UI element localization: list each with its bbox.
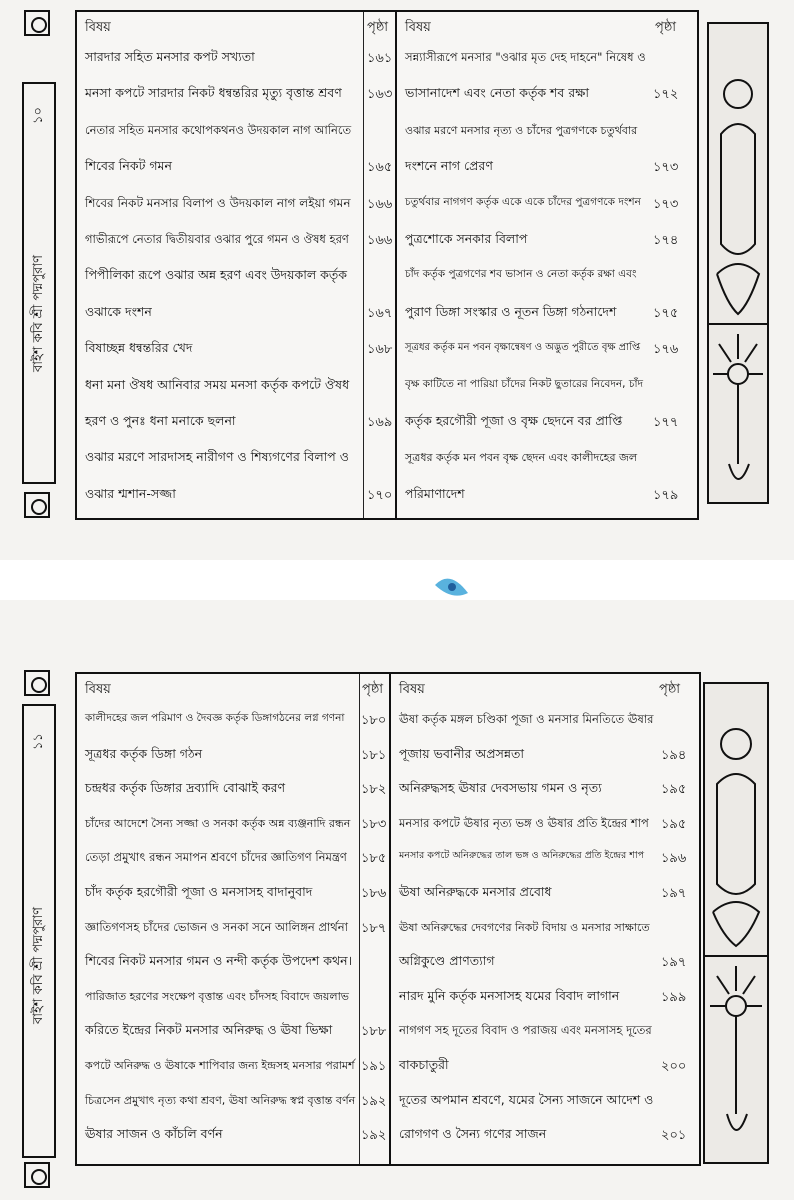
column-header-page: পৃষ্ঠা (655, 20, 677, 35)
toc-entry (77, 226, 395, 254)
toc-entry-title: নারদ মুনি কর্তৃক মনসাসহ যমের বিবাদ লাগান (399, 987, 620, 1003)
toc-entry-page: ১৭৬ (653, 342, 679, 358)
toc-entry-page: ১৮৫ (361, 851, 387, 867)
toc-entry (391, 1052, 699, 1080)
toc-entry-title: ঊষা অনিরুদ্ধের দেবগণের নিকট বিদায় ও মনসার সাক্ষাতে (399, 920, 650, 934)
toc-entry-page: ১৬৯ (367, 415, 393, 430)
toc-entry-title: জ্ঞাতিগণসহ চাঁদের ভোজন ও সনকা সনে আলিঙ্গন প্রার্থনা (85, 919, 348, 934)
toc-entry (77, 844, 389, 872)
bottom-book-page (0, 600, 794, 1200)
column-header-page: পৃষ্ঠা (362, 682, 384, 697)
toc-entry (77, 335, 395, 363)
toc-entry-title: নেতার সহিত মনসার কথোপকথনও উদয়কাল নাগ আনিতে (85, 122, 352, 137)
toc-entry (397, 226, 697, 254)
toc-entry (391, 914, 699, 942)
toc-entry-title: দংশনে নাগ প্রেরণ (405, 158, 493, 174)
toc-entry (77, 80, 395, 108)
goddess-illustration (703, 682, 769, 1164)
toc-entry-title: অনিরুদ্ধসহ ঊষার দেবসভায় গমন ও নৃত্য (399, 780, 602, 796)
toc-entry-page: ১৬৮ (367, 342, 393, 358)
toc-entry-page: ১৯৪ (661, 747, 687, 763)
toc-entry-page: ১৯৫ (661, 816, 687, 832)
toc-entry (77, 481, 395, 509)
toc-entry (391, 706, 699, 734)
toc-entry-title: গাভীরূপে নেতার দ্বিতীয়বার ওঝার পুরে গমন ও ঔষধ হরণ (85, 232, 349, 246)
column-header-subject: বিষয় (85, 682, 111, 697)
toc-entry-title: তেড়া প্রমুখাৎ রন্ধন সমাপন শ্রবণে চাঁদের জ্ঞাতিগণ নিমন্ত্রণ (85, 850, 347, 865)
toc-entry (391, 1121, 699, 1149)
toc-entry-page: ১৯৯ (661, 989, 687, 1005)
column-header-page: পৃষ্ঠা (659, 682, 681, 697)
column-header-subject: বিষয় (85, 20, 111, 35)
toc-entry (77, 1087, 389, 1115)
toc-entry-title: বৃক্ষ কাটিতে না পারিয়া চাঁদের নিকট ছুতারের নিবেদন, চাঁদ (405, 377, 644, 390)
toc-entry (77, 879, 389, 907)
toc-entry-title: করিতে ইন্দ্রের নিকট মনসার অনিরুদ্ধ ও ঊষা ভিক্ষা (85, 1022, 333, 1038)
toc-entry-page: ১৯৭ (661, 886, 687, 901)
toc-entry-title: শিবের নিকট মনসার বিলাপ ও উদয়কাল নাগ লইয়া গমন (85, 195, 351, 210)
toc-entry-page: ১৭৩ (653, 196, 679, 212)
toc-entry-title: পূজায় ভবানীর অপ্রসন্নতা (399, 745, 524, 761)
toc-entry-title: ভাসানাদেশ এবং নেতা কর্তৃক শব রক্ষা (405, 85, 589, 101)
toc-entry (391, 844, 699, 872)
toc-entry-page: ১৮৮ (361, 1024, 387, 1040)
toc-entry-page: ১৬৭ (367, 305, 393, 321)
toc-entry-title: ঊষার সাজন ও কাঁচলি বর্ণন (85, 1126, 223, 1142)
contents-column-right (391, 674, 699, 1164)
toc-entry (397, 117, 697, 145)
column-header-subject: বিষয় (399, 682, 425, 697)
toc-entry (397, 444, 697, 472)
toc-entry-title: বাকচাতুরী (399, 1057, 449, 1072)
toc-entry-page: ১৬৬ (367, 196, 393, 212)
toc-entry-page: ১৭৯ (653, 487, 679, 503)
toc-entry (391, 1087, 699, 1115)
column-header-page: পৃষ্ঠা (367, 20, 389, 35)
page-number: ১১ (30, 732, 46, 750)
contents-table (75, 10, 699, 520)
toc-entry-title: ঊষা কর্তৃক মঙ্গল চণ্ডিকা পূজা ও মনসার মিনতিতে ঊষার (399, 712, 654, 726)
toc-entry-page: ১৬৬ (367, 233, 393, 248)
toc-entry-title: শিবের নিকট গমন (85, 158, 172, 174)
toc-entry-page: ১৯২ (361, 1128, 387, 1144)
toc-entry (77, 1052, 389, 1080)
toc-entry-page: ১৮৬ (361, 886, 387, 901)
toc-entry-title: চাঁদের আদেশে সৈন্য সজ্জা ও সনকা কর্তৃক অন্ন ব্যঞ্জনাদি রন্ধন (85, 816, 351, 830)
toc-entry (77, 706, 389, 734)
toc-entry-title: সূত্রধর কর্তৃক মন পবন বৃক্ষ ছেদন এবং কালীদহের জল (405, 451, 638, 465)
toc-entry (77, 153, 395, 181)
toc-entry (77, 190, 395, 218)
toc-entry (391, 741, 699, 769)
toc-entry (397, 153, 697, 181)
toc-entry (391, 983, 699, 1011)
toc-entry (397, 335, 697, 363)
toc-entry (391, 810, 699, 838)
toc-entry (397, 190, 697, 218)
corner-ornament-icon (24, 10, 50, 36)
toc-entry-title: মনসা কপটে সারদার নিকট ধন্বন্তরির মৃত্যু বৃত্তান্ত শ্রবণ (85, 85, 342, 101)
toc-entry-page: ১৯২ (361, 1093, 387, 1109)
toc-entry-title: চাঁদ কর্তৃক হরগৌরী পূজা ও মনসাসহ বাদানুবাদ (85, 884, 313, 899)
toc-entry (77, 117, 395, 145)
toc-entry-page: ১৮২ (361, 782, 387, 798)
toc-entry-title: পরিমাণাদেশ (405, 485, 465, 501)
contents-column-left (77, 12, 395, 518)
top-book-page (0, 0, 794, 560)
toc-entry (397, 481, 697, 509)
toc-entry (397, 44, 697, 72)
toc-entry (77, 741, 389, 769)
corner-ornament-icon (24, 670, 50, 696)
toc-entry-page: ১৭৭ (653, 415, 679, 430)
toc-entry-title: ওঝার শ্মশান-সজ্জা (85, 485, 176, 501)
toc-entry (397, 262, 697, 290)
toc-entry (397, 372, 697, 400)
toc-entry-page: ১৭৪ (653, 233, 679, 248)
toc-entry (77, 299, 395, 327)
toc-entry (391, 775, 699, 803)
side-title-strip (22, 704, 56, 1158)
toc-entry-title: ওঝাকে দংশন (85, 303, 152, 319)
toc-entry-title: চাঁদ কর্তৃক পুত্রগণের শব ভাসান ও নেতা কর্তৃক রক্ষা এবং (405, 268, 637, 281)
contents-column-right (397, 12, 697, 518)
toc-entry-page: ১৭২ (653, 87, 679, 103)
toc-entry (77, 262, 395, 290)
toc-entry-title: কালীদহের জল পরিমাণ ও দৈবজ্ঞ কর্তৃক ডিঙ্গাগঠনের লগ্ন গণনা (85, 712, 345, 724)
toc-entry-page: ১৯৭ (661, 955, 687, 971)
toc-entry (397, 80, 697, 108)
toc-entry-page: ১৬১ (367, 51, 393, 66)
corner-ornament-icon (24, 492, 50, 518)
toc-entry (77, 372, 395, 400)
toc-entry-title: ঊষা অনিরুদ্ধকে মনসার প্রবোধ (399, 884, 552, 899)
toc-entry (77, 983, 389, 1011)
book-title: বাইশ কবি শ্রী পদ্মপুরাণ (30, 254, 46, 372)
contents-table (75, 672, 701, 1166)
toc-entry (77, 948, 389, 976)
goddess-illustration (707, 22, 769, 504)
toc-entry (77, 914, 389, 942)
toc-entry-title: ওঝার মরণে সারদাসহ নারীগণ ও শিষ্যগণের বিলাপ ও (85, 449, 349, 465)
toc-entry-title: পিপীলিকা রূপে ওঝার অন্ন হরণ এবং উদয়কাল কর্তৃক (85, 267, 347, 283)
page-number: ১০ (30, 106, 46, 124)
toc-entry-title: চিত্রসেন প্রমুখাৎ নৃত্য কথা শ্রবণ, ঊষা অনিরুদ্ধ স্বপ্ন বৃত্তান্ত বর্ণন (85, 1093, 356, 1107)
toc-entry (77, 1017, 389, 1045)
toc-entry-title: সূত্রধর কর্তৃক ডিঙ্গা গঠন (85, 745, 203, 761)
toc-entry (77, 444, 395, 472)
toc-entry-title: ধনা মনা ঔষধ আনিবার সময় মনসা কর্তৃক কপটে ঔষধ (85, 376, 350, 392)
column-header-subject: বিষয় (405, 20, 431, 35)
toc-entry (77, 44, 395, 72)
toc-entry-title: চতুর্থবার নাগগণ কর্তৃক একে একে চাঁদের পুত্রগণকে দংশন (405, 195, 641, 208)
side-title-strip (22, 82, 56, 484)
toc-entry (391, 1017, 699, 1045)
toc-entry-page: ১৮১ (361, 747, 387, 763)
toc-entry-title: বিষাচ্ছন্ন ধন্বন্তরির খেদ (85, 340, 193, 356)
toc-entry-title: নাগগণ সহ দূতের বিবাদ ও পরাজয় এবং মনসাসহ দূতের (399, 1023, 652, 1038)
toc-entry (391, 948, 699, 976)
toc-entry-page: ২০১ (661, 1128, 687, 1144)
toc-entry-title: ওঝার মরণে মনসার নৃত্য ও চাঁদের পুত্রগণকে চতুর্থবার (405, 123, 638, 137)
toc-entry-title: কপটে অনিরুদ্ধ ও ঊষাকে শাপিবার জন্য ইন্দ্রসহ মনসার পরামর্শ (85, 1059, 355, 1072)
toc-entry (77, 408, 395, 436)
toc-entry (397, 408, 697, 436)
toc-entry-title: সন্ন্যাসীরূপে মনসার "ওঝার মৃত দেহ দাহনে" নিষেধ ও (405, 50, 646, 64)
toc-entry (391, 879, 699, 907)
toc-entry-title: পুত্রশোকে সনকার বিলাপ (405, 231, 528, 246)
toc-entry-page: ১৮৭ (361, 920, 387, 936)
toc-entry-title: সূত্রধর কর্তৃক মন পবন বৃক্ষান্বেষণ ও অদ্ভুত পুরীতে বৃক্ষ প্রাপ্তি (405, 342, 641, 354)
toc-entry-title: অগ্নিকুণ্ডে প্রাণত্যাগ (399, 953, 495, 969)
toc-entry (77, 810, 389, 838)
contents-column-left (77, 674, 389, 1164)
toc-entry (77, 775, 389, 803)
toc-entry-page: ১৯৫ (661, 782, 687, 798)
toc-entry (77, 1121, 389, 1149)
toc-entry-title: মনসার কপটে ঊষার নৃত্য ভঙ্গ ও ঊষার প্রতি ইন্দ্রের শাপ (399, 815, 649, 830)
toc-entry-title: রোগগণ ও সৈন্য গণের সাজন (399, 1126, 547, 1142)
toc-entry-page: ১৮০ (361, 713, 387, 728)
toc-entry-title: হরণ ও পুনঃ ধনা মনাকে ছলনা (85, 413, 236, 428)
toc-entry-page: ১৭৫ (653, 305, 679, 321)
toc-entry-page: ১৭৩ (653, 160, 679, 176)
toc-entry (397, 299, 697, 327)
toc-entry-page: ২০০ (661, 1059, 687, 1074)
toc-entry-title: শিবের নিকট মনসার গমন ও নন্দী কর্তৃক উপদেশ কথন। (85, 953, 353, 969)
toc-entry-title: সারদার সহিত মনসার কপট সখ্যতা (85, 49, 255, 64)
toc-entry-title: পুরাণ ডিঙ্গা সংস্কার ও নূতন ডিঙ্গা গঠনাদেশ (405, 303, 617, 319)
toc-entry-title: দূতের অপমান শ্রবণে, যমের সৈন্য সাজনে আদেশ ও (399, 1091, 654, 1107)
toc-entry-title: চন্দ্রধর কর্তৃক ডিঙ্গার দ্রব্যাদি বোঝাই করণ (85, 780, 286, 796)
toc-entry-title: পারিজাত হরণের সংক্ষেপ বৃত্তান্ত এবং চাঁদসহ বিবাদে জয়লাভ (85, 989, 349, 1003)
corner-ornament-icon (24, 1162, 50, 1188)
toc-entry-page: ১৭০ (367, 487, 393, 503)
toc-entry-page: ১৬৩ (367, 87, 393, 103)
toc-entry-title: কর্তৃক হরগৌরী পূজা ও বৃক্ষ ছেদনে বর প্রাপ্তি (405, 413, 623, 428)
book-title: বাইশ কবি শ্রী পদ্মপুরাণ (30, 906, 46, 1024)
toc-entry-page: ১৯১ (361, 1059, 387, 1074)
toc-entry-page: ১৮৩ (361, 816, 387, 832)
toc-entry-page: ১৬৫ (367, 160, 393, 176)
toc-entry-title: মনসার কপটে অনিরুদ্ধের তাল ভঙ্গ ও অনিরুদ্ধের প্রতি ইন্দ্রের শাপ (399, 850, 645, 862)
toc-entry-page: ১৯৬ (661, 851, 687, 867)
